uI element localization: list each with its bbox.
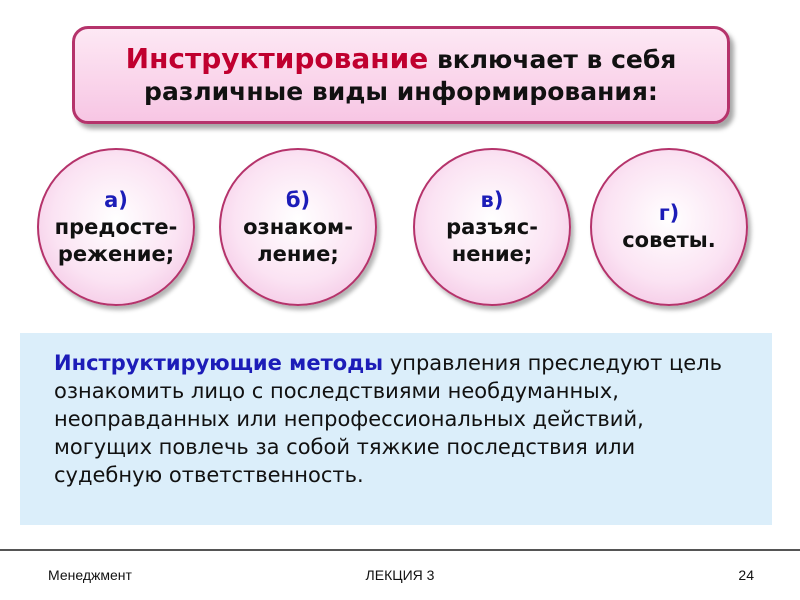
page-number: 24 — [738, 567, 754, 583]
circle-explanation — [413, 148, 571, 306]
title-line-1 — [126, 43, 677, 76]
circle-text-line: предосте- — [54, 214, 178, 239]
title-accent: Инструктирование — [125, 41, 429, 75]
circle-text-line: ление; — [257, 241, 339, 266]
title-line-1-rest: включает в себя — [428, 44, 677, 74]
circle-letter: а) — [104, 187, 128, 212]
circle-text-line: режение; — [57, 241, 175, 266]
circle-letter: б) — [285, 187, 311, 212]
circle-familiarization — [219, 148, 377, 306]
footer-course: Менеджмент — [48, 567, 132, 583]
title-box — [72, 26, 730, 124]
circle-warning — [37, 148, 195, 306]
footer-lecture: ЛЕКЦИЯ 3 — [365, 567, 435, 583]
circle-advice — [590, 148, 748, 306]
methods-heading: Инструктирующие методы — [54, 351, 384, 375]
footer-divider — [0, 549, 800, 551]
title-line-2: различные виды информирования: — [144, 76, 658, 106]
methods-text: управления преследуют цель ознакомить лицо с последствиями необдуманных, неоправданных или непрофессиональных действий, могущих повлечь за собой тяжкие последствия или судебную ответственность. — [54, 351, 722, 487]
circle-letter: в) — [480, 187, 504, 212]
circle-text-line: разъяс- — [446, 214, 538, 239]
circle-letter: г) — [658, 201, 680, 225]
circle-text-line: нение; — [451, 241, 533, 266]
circle-text-line: ознаком- — [243, 214, 353, 239]
methods-paragraph — [20, 333, 772, 525]
circle-text-line: советы. — [622, 228, 716, 252]
